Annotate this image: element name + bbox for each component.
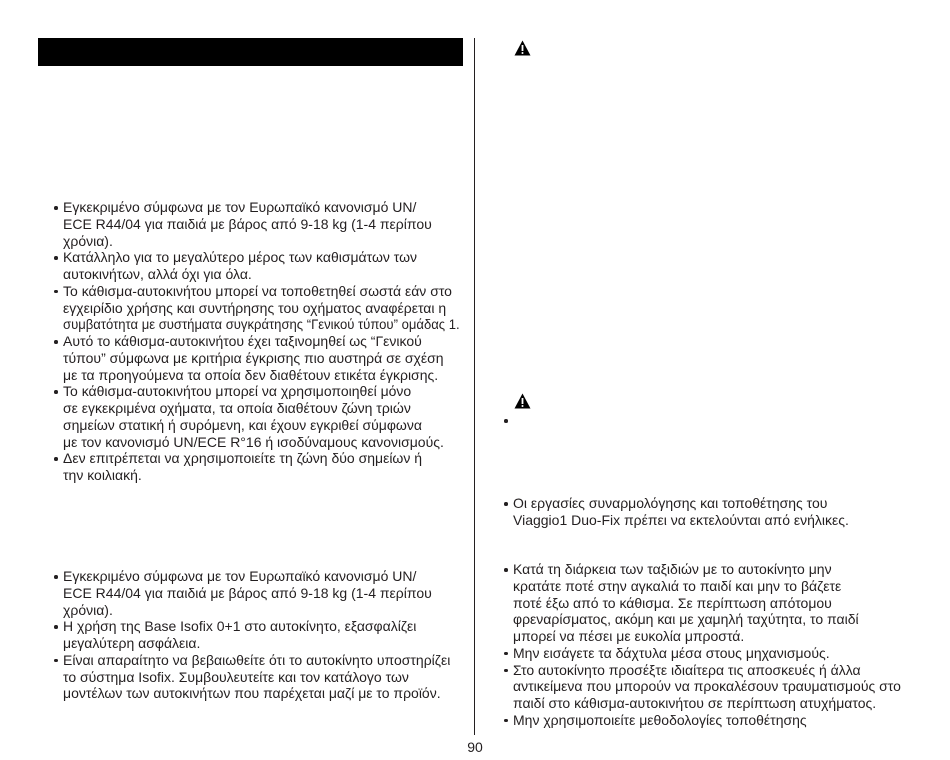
text-line [63, 635, 460, 652]
bullet-dot [54, 340, 58, 344]
section-header-bar [38, 38, 463, 66]
text-line-content: Μην χρησιμοποιείτε μεθοδολογίες τοποθέτησης [513, 711, 807, 728]
text-line [63, 316, 460, 333]
text-line [513, 712, 910, 729]
text-line [63, 199, 460, 216]
text-line [63, 652, 460, 669]
right-column-section-1 [500, 495, 910, 529]
text-line [63, 383, 460, 400]
text-line [63, 233, 460, 250]
text-line-content: μεγαλύτερη ασφάλεια. [63, 635, 201, 651]
bullet-dot [504, 719, 508, 723]
text-line-content: Εγκεκριμένο σύμφωνα με τον Ευρωπαϊκό κανονισμό UN/ [63, 199, 417, 215]
text-line-content: μπορεί να πέσει με ευκολία μπροστά. [513, 628, 745, 644]
bullet-dot [504, 419, 508, 423]
text-line-content: παιδί στο κάθισμα-αυτοκινήτου σε περίπτωση ατυχήματος. [513, 695, 877, 711]
text-line [513, 695, 910, 712]
text-line-content: Αυτό το κάθισμα-αυτοκινήτου έχει ταξινομηθεί ως “Γενικού [63, 333, 422, 349]
text-line [63, 434, 460, 451]
text-line-content: φρεναρίσματος, ακόμη και με χαμηλή ταχύτητα, το παιδί [513, 611, 859, 628]
text-line [63, 585, 460, 602]
text-line-content: Το κάθισμα-αυτοκινήτου μπορεί να τοποθετηθεί σωστά εάν στο [63, 282, 452, 299]
text-line-content: Στο αυτοκίνητο προσέξτε ιδιαίτερα τις αποσκευές ή άλλα [513, 661, 861, 678]
text-line [513, 611, 910, 628]
text-line-content: Οι εργασίες συναρμολόγησης και τοποθέτησης του [513, 495, 828, 511]
left-column-section-2 [50, 568, 460, 702]
text-line-content: το σύστημα Isofix. Συμβουλευτείτε και τον κατάλογο των [63, 668, 409, 685]
bullet-dot [504, 568, 508, 572]
bullet-item [50, 249, 460, 283]
text-line-content: Κατάλληλο για το μεγαλύτερο μέρος των καθισμάτων των [63, 249, 418, 266]
bullet-dot [504, 652, 508, 656]
text-line-content: Κατά τη διάρκεια των ταξιδιών με το αυτοκίνητο μην [513, 561, 832, 577]
text-line-content: μοντέλων των αυτοκινήτων που παρέχεται μαζί με το προϊόν. [63, 685, 441, 702]
bullet-dot [54, 625, 58, 629]
text-line-content: αντικείμενα που μπορούν να προκαλέσουν τραυματισμούς στο [513, 678, 901, 695]
text-line-content: Viaggio1 Duo-Fix πρέπει να εκτελούνται από ενήλικες. [513, 511, 849, 528]
bullet-item [50, 283, 460, 333]
bullet-item [50, 383, 460, 450]
text-line [63, 417, 460, 434]
text-line [63, 400, 460, 417]
bullet-item [500, 712, 910, 729]
right-column-section-2 [500, 561, 910, 729]
text-line-content: ECE R44/04 για παιδιά με βάρος από 9-18 kg (1-4 περίπου [63, 215, 432, 232]
bullet-item [50, 333, 460, 383]
column-divider [474, 38, 475, 735]
text-line-content: χρόνια). [63, 601, 113, 618]
text-line [513, 578, 910, 595]
text-line-content: τύπου” σύμφωνα με κριτήρια έγκρισης πιο αυστηρά σε σχέση [63, 349, 444, 366]
bullet-dot [54, 206, 58, 210]
right-column-warning-bullet [500, 412, 910, 429]
bullet-item [50, 450, 460, 484]
bullet-item [50, 618, 460, 652]
text-line [513, 561, 910, 578]
warning-icon [514, 40, 531, 56]
text-line [63, 450, 460, 467]
bullet-item [50, 199, 460, 249]
bullet-dot [54, 659, 58, 663]
text-line-content: Μην εισάγετε τα δάχτυλα μέσα στους μηχανισμούς. [513, 644, 830, 661]
bullet-dot [54, 390, 58, 394]
text-line [63, 350, 460, 367]
text-line [63, 216, 460, 233]
text-line [63, 283, 460, 300]
text-line-content: εγχειρίδιο χρήσης και συντήρησης του οχήματος αναφέρεται η [63, 299, 447, 316]
bullet-dot [504, 669, 508, 673]
bullet-dot [54, 290, 58, 294]
bullet-item [500, 662, 910, 712]
bullet-dot [504, 502, 508, 506]
bullet-item [500, 561, 910, 645]
bullet-dot [54, 256, 58, 260]
text-line-content: αυτοκινήτων, αλλά όχι για όλα. [63, 266, 252, 282]
left-column-section-1 [50, 199, 460, 484]
warning-icon [514, 393, 531, 409]
text-line [63, 568, 460, 585]
text-line-content: με τον κανονισμό UN/ECE R°16 ή ισοδύναμους κανονισμούς. [63, 433, 444, 450]
bullet-item [50, 568, 460, 618]
text-line-content: με τα προηγούμενα τα οποία δεν διαθέτουν ετικέτα έγκρισης. [63, 366, 439, 383]
text-line [63, 618, 460, 635]
text-line [513, 678, 910, 695]
text-line-content: σε εγκεκριμένα οχήματα, τα οποία διαθέτουν ζώνη τριών [63, 400, 411, 416]
text-line [63, 602, 460, 619]
text-line-content: κρατάτε ποτέ στην αγκαλιά το παιδί και μην το βάζετε [513, 577, 842, 594]
text-line-content: χρόνια). [63, 232, 113, 249]
text-line-content: Η χρήση της Base Isofix 0+1 στο αυτοκίνητο, εξασφαλίζει [63, 618, 417, 635]
bullet-item [500, 645, 910, 662]
page-number: 90 [467, 739, 483, 755]
text-line-content: την κοιλιακή. [63, 467, 142, 483]
text-line [513, 495, 910, 512]
text-line-content: συμβατότητα με συστήματα συγκράτησης “Γενικού τύπου” ομάδας 1. [63, 316, 460, 333]
text-line-content: ECE R44/04 για παιδιά με βάρος από 9-18 kg (1-4 περίπου [63, 584, 432, 601]
text-line [513, 645, 910, 662]
text-line-content: Εγκεκριμένο σύμφωνα με τον Ευρωπαϊκό κανονισμό UN/ [63, 568, 417, 584]
text-line [63, 249, 460, 266]
text-line [63, 266, 460, 283]
text-line [63, 333, 460, 350]
text-line [513, 595, 910, 612]
text-line [63, 685, 460, 702]
text-line-content: σημείων στατική ή συρόμενη, και έχουν εγκριθεί σύμφωνα [63, 416, 422, 433]
bullet-item [500, 495, 910, 529]
bullet-item [500, 412, 910, 429]
bullet-dot [54, 575, 58, 579]
text-line [513, 662, 910, 679]
text-line [63, 669, 460, 686]
text-line [63, 367, 460, 384]
text-line-content: Το κάθισμα-αυτοκινήτου μπορεί να χρησιμοποιηθεί μόνο [63, 383, 412, 400]
text-line [513, 512, 910, 529]
text-line [63, 467, 460, 484]
text-line [513, 628, 910, 645]
text-line-content: ποτέ έξω από το κάθισμα. Σε περίπτωση απότομου [513, 594, 832, 611]
text-line-content: Είναι απαραίτητο να βεβαιωθείτε ότι το αυτοκίνητο υποστηρίζει [63, 651, 451, 668]
bullet-item [50, 652, 460, 702]
text-line-content: Δεν επιτρέπεται να χρησιμοποιείτε τη ζώνη δύο σημείων ή [63, 450, 423, 467]
text-line [63, 300, 460, 317]
bullet-dot [54, 457, 58, 461]
